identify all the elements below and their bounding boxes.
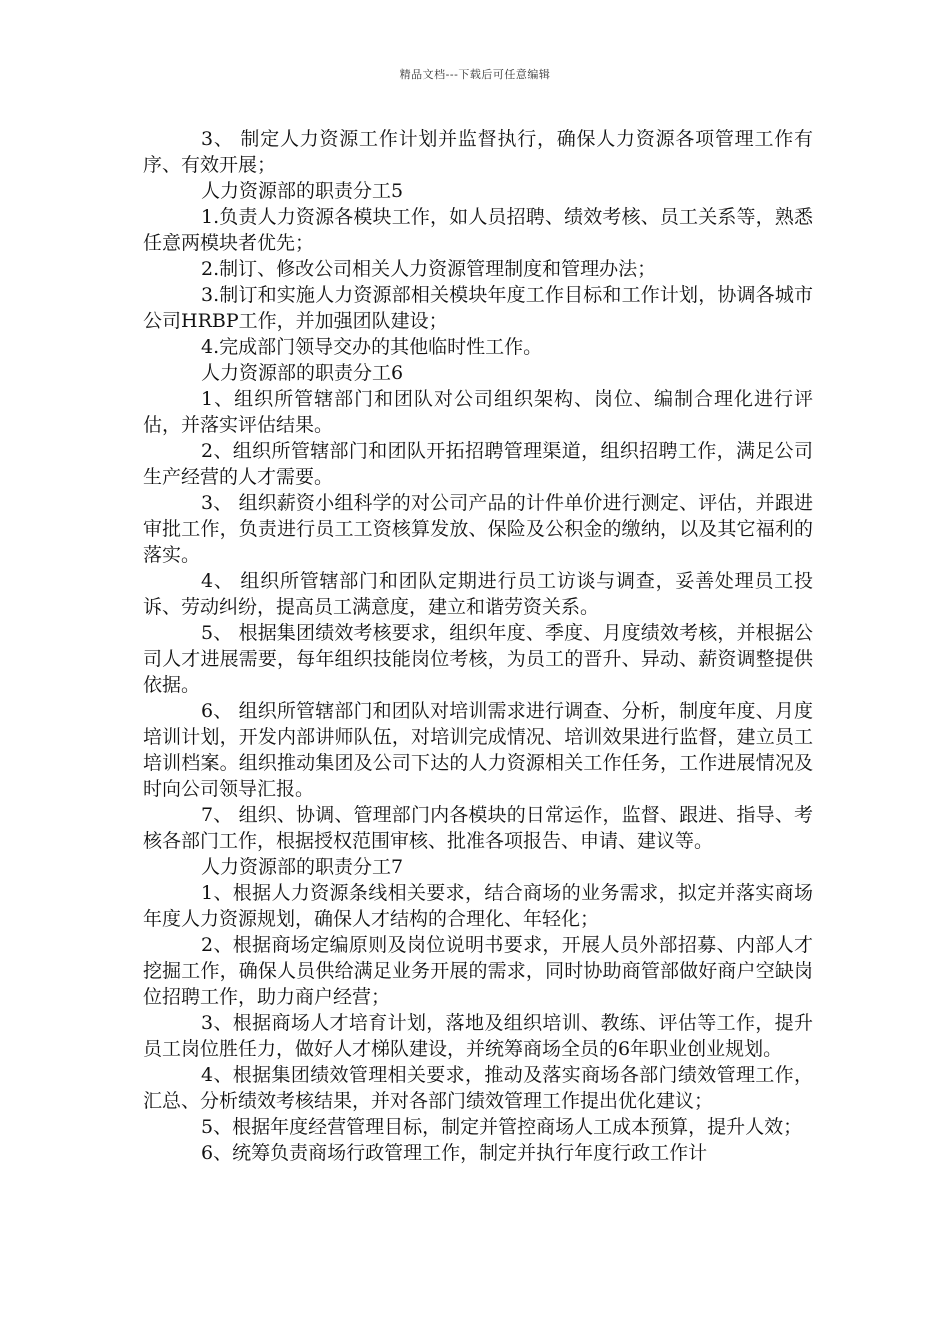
paragraph: 3、 组织薪资小组科学的对公司产品的计件单价进行测定、评估，并跟进审批工作，负责进行员工工资核算发放、保险及公积金的缴纳，以及其它福利的落实。 — [143, 492, 813, 566]
paragraph: 7、 组织、协调、管理部门内各模块的日常运作，监督、跟进、指导、考核各部门工作，根据授权范围审核、批准各项报告、申请、建议等。 — [143, 804, 813, 852]
paragraph: 6、 组织所管辖部门和团队对培训需求进行调查、分析，制度年度、月度培训计划，开发内部讲师队伍，对培训完成情况、培训效果进行监督，建立员工培训档案。组织推动集团及公司下达的人力资源相关工作任务，工作进展情况及时向公司领导汇报。 — [143, 700, 813, 800]
paragraph: 4、 组织所管辖部门和团队定期进行员工访谈与调查，妥善处理员工投诉、劳动纠纷，提高员工满意度，建立和谐劳资关系。 — [143, 570, 813, 618]
section-heading: 人力资源部的职责分工5 — [201, 180, 404, 202]
paragraph: 5、根据年度经营管理目标，制定并管控商场人工成本预算，提升人效； — [201, 1116, 803, 1138]
paragraph: 1.负责人力资源各模块工作，如人员招聘、绩效考核、员工关系等，熟悉任意两模块者优先； — [143, 206, 813, 254]
paragraph: 1、组织所管辖部门和团队对公司组织架构、岗位、编制合理化进行评估，并落实评估结果。 — [143, 388, 813, 436]
paragraph: 3.制订和实施人力资源部相关模块年度工作目标和工作计划，协调各城市公司HRBP工作，并加强团队建设； — [143, 284, 813, 332]
paragraph: 3、根据商场人才培育计划，落地及组织培训、教练、评估等工作，提升员工岗位胜任力，做好人才梯队建设，并统筹商场全员的6年职业创业规划。 — [143, 1012, 813, 1060]
paragraph: 2、根据商场定编原则及岗位说明书要求，开展人员外部招募、内部人才挖掘工作，确保人员供给满足业务开展的需求，同时协助商管部做好商户空缺岗位招聘工作，助力商户经营； — [143, 934, 813, 1008]
paragraph: 6、统筹负责商场行政管理工作，制定并执行年度行政工作计 — [201, 1142, 708, 1164]
paragraph: 2、组织所管辖部门和团队开拓招聘管理渠道，组织招聘工作，满足公司生产经营的人才需要。 — [143, 440, 813, 488]
paragraph: 5、 根据集团绩效考核要求，组织年度、季度、月度绩效考核，并根据公司人才进展需要，每年组织技能岗位考核，为员工的晋升、异动、薪资调整提供依据。 — [143, 622, 813, 696]
section-heading: 人力资源部的职责分工7 — [201, 856, 404, 878]
paragraph: 1、根据人力资源条线相关要求，结合商场的业务需求，拟定并落实商场年度人力资源规划，确保人才结构的合理化、年轻化； — [143, 882, 813, 930]
section-heading: 人力资源部的职责分工6 — [201, 362, 404, 384]
paragraph: 3、 制定人力资源工作计划并监督执行，确保人力资源各项管理工作有序、有效开展； — [143, 128, 813, 176]
page-header: 精品文档---下载后可任意编辑 — [399, 68, 551, 81]
paragraph: 2.制订、修改公司相关人力资源管理制度和管理办法； — [201, 258, 657, 280]
paragraph: 4、根据集团绩效管理相关要求，推动及落实商场各部门绩效管理工作，汇总、分析绩效考核结果，并对各部门绩效管理工作提出优化建议； — [143, 1064, 813, 1112]
document-body — [143, 126, 813, 1166]
paragraph: 4.完成部门领导交办的其他临时性工作。 — [201, 336, 543, 358]
